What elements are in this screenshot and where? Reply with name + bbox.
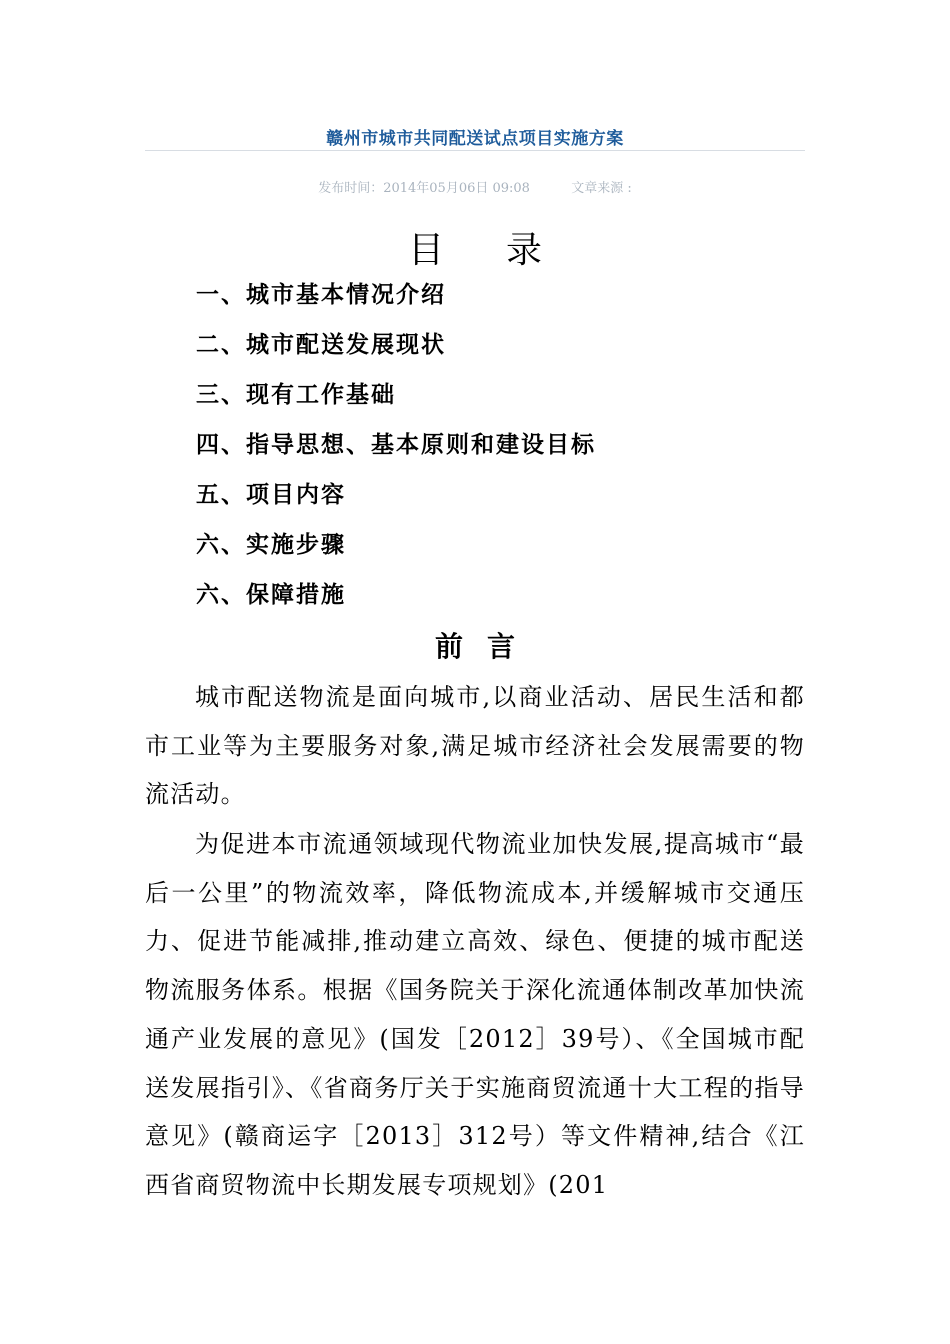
publish-time: 发布时间：2014年05月06日 09:08 <box>318 181 530 196</box>
toc-heading: 目录 <box>407 230 604 271</box>
toc-item: 六、实施步骤 <box>196 531 346 558</box>
toc-item: 一、城市基本情况介绍 <box>196 281 446 308</box>
title-divider <box>145 150 805 151</box>
toc-item: 三、现有工作基础 <box>196 381 396 408</box>
toc-item: 六、保障措施 <box>196 581 346 608</box>
toc-item: 二、城市配送发展现状 <box>196 331 446 358</box>
publish-meta <box>145 177 805 196</box>
toc-item: 五、项目内容 <box>196 481 346 508</box>
toc-list <box>196 276 596 626</box>
preface-paragraph: 城市配送物流是面向城市,以商业活动、居民生活和都市工业等为主要服务对象,满足城市经济社会发展需要的物流活动。 <box>145 683 805 809</box>
toc-item: 四、指导思想、基本原则和建设目标 <box>196 431 596 458</box>
document-title: 赣州市城市共同配送试点项目实施方案 <box>326 129 624 149</box>
preface-paragraph: 为促进本市流通领域现代物流业加快发展,提高城市“最后一公里”的物流效率，降低物流成本,并缓解城市交通压力、促进节能减排,推动建立高效、绿色、便捷的城市配送物流服务体系。根据《国务院关于深化流通体制改革加快流通产业发展的意见》(国发［2012］39号）、《全国城市配送发展指引》、《省商务厅关于实施商贸流通十大工程的指导意见》(赣商运字［2013］312号）等文件精神,结合《江西省商贸物流中长期发展专项规划》(201 <box>145 830 805 1199</box>
preface-heading: 前言 <box>434 630 539 663</box>
article-source: 文章来源 : <box>571 181 632 196</box>
